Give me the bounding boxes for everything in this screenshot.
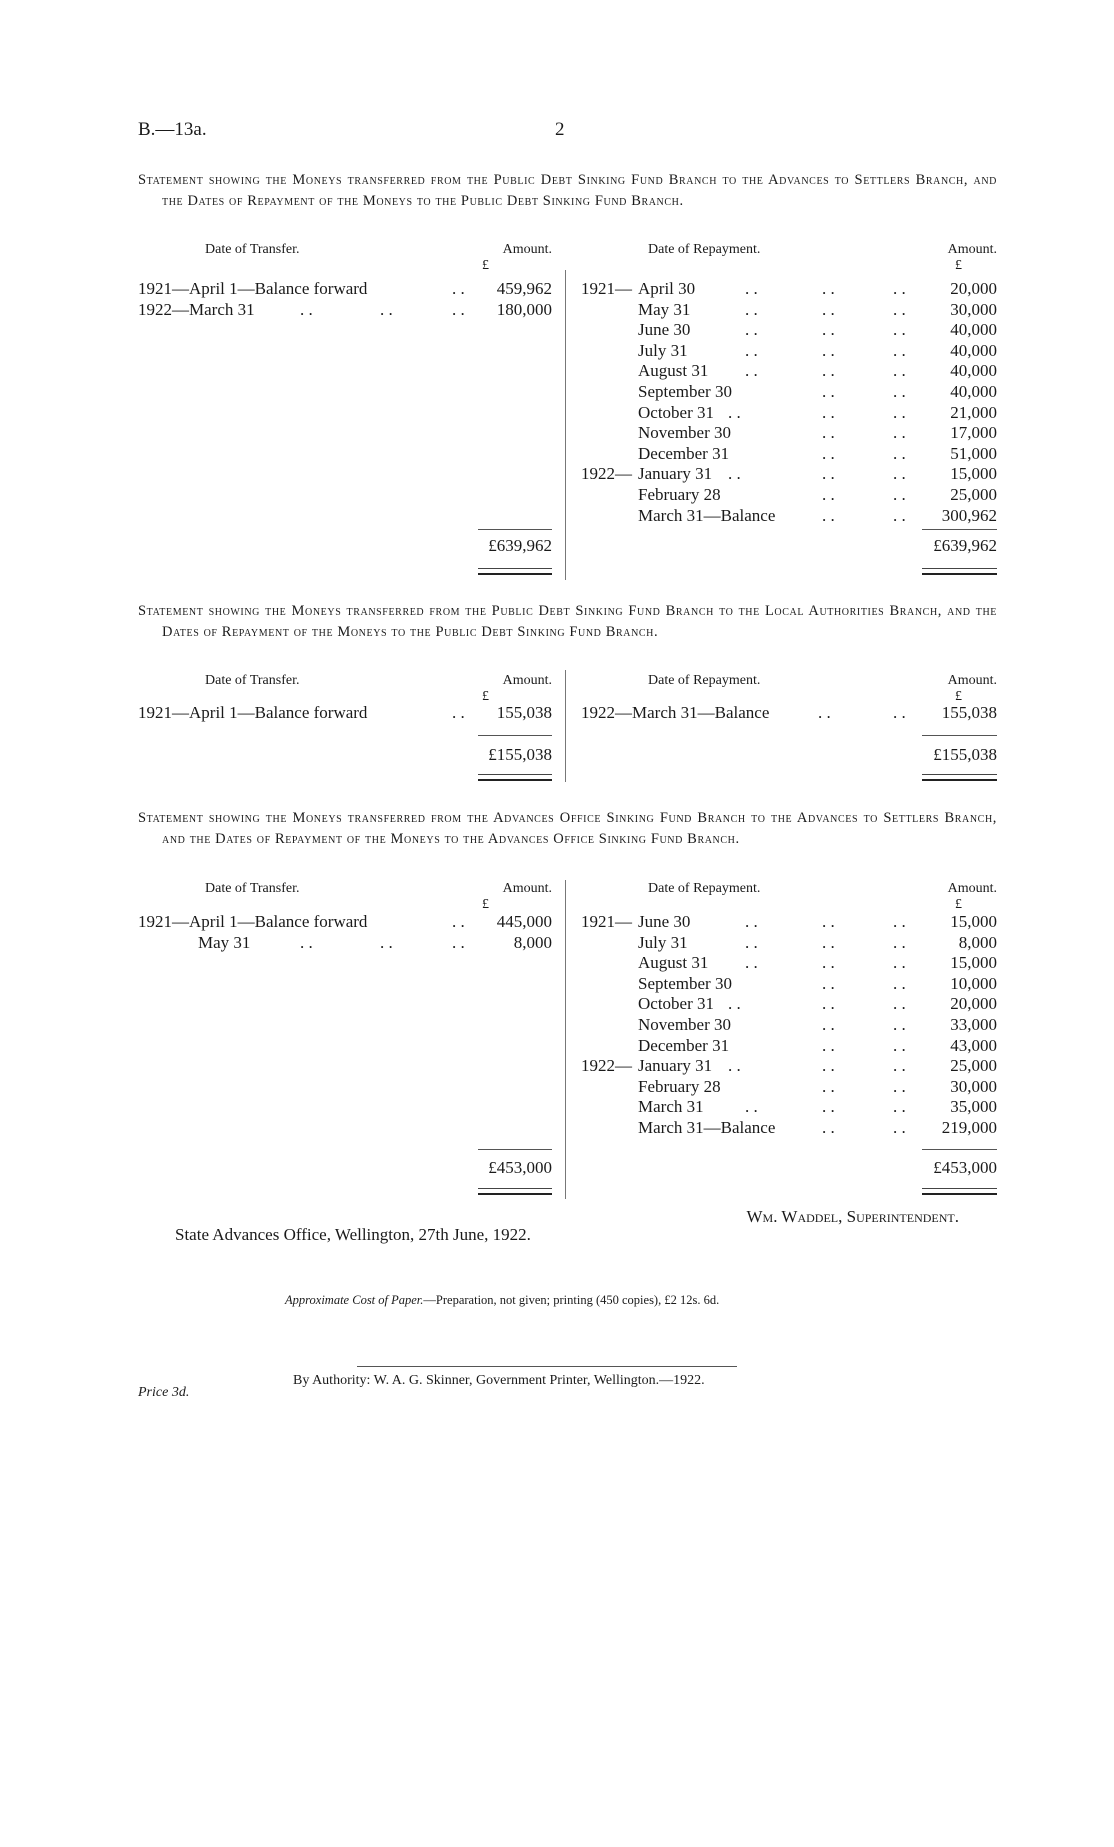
sum-rule bbox=[478, 1149, 552, 1150]
leader-dots: . . bbox=[818, 703, 831, 722]
repayment-date: 1922—March 31—Balance bbox=[581, 703, 770, 722]
repayment-amount: 30,000 bbox=[950, 1076, 997, 1096]
leader-dots: . . bbox=[728, 402, 741, 422]
repayment-amount: 10,000 bbox=[950, 973, 997, 993]
double-rule bbox=[478, 1188, 552, 1195]
leader-dots: . . bbox=[300, 932, 313, 952]
leader-dots: . . bbox=[822, 505, 835, 525]
cost-note bbox=[285, 1293, 719, 1308]
leader-dots: . . bbox=[893, 402, 906, 422]
document-reference: B.—13a. bbox=[138, 119, 207, 140]
repayment-total: £639,962 bbox=[933, 536, 997, 555]
leader-dots: . . bbox=[893, 1015, 906, 1034]
leader-dots: . . bbox=[893, 423, 906, 443]
leader-dots: . . bbox=[893, 953, 906, 973]
sum-rule bbox=[922, 529, 997, 530]
leader-dots: . . bbox=[822, 1097, 835, 1117]
currency-symbol-left: £ bbox=[482, 689, 489, 704]
leader-dots: . . bbox=[822, 1035, 835, 1055]
leader-dots: . . bbox=[822, 1015, 835, 1034]
leader-dots: . . bbox=[822, 299, 835, 319]
leader-dots: . . bbox=[822, 279, 835, 298]
repayment-amount: 43,000 bbox=[950, 1035, 997, 1055]
repayment-amount: 40,000 bbox=[950, 361, 997, 381]
repayment-date: April 30 bbox=[638, 279, 696, 298]
leader-dots: . . bbox=[745, 953, 758, 973]
currency-symbol-right: £ bbox=[955, 897, 962, 912]
transfer-date: 1921—April 1—Balance forward bbox=[138, 279, 368, 298]
repayment-date: February 28 bbox=[638, 485, 721, 504]
cost-label: Approximate Cost of Paper. bbox=[285, 1293, 424, 1307]
leader-dots: . . bbox=[822, 1076, 835, 1096]
leader-dots: . . bbox=[822, 320, 835, 340]
leader-dots: . . bbox=[822, 382, 835, 401]
column-header-amount: Amount. bbox=[947, 673, 997, 688]
leader-dots: . . bbox=[380, 932, 393, 952]
repayment-amount: 155,038 bbox=[941, 703, 997, 722]
repayment-date: November 30 bbox=[638, 423, 732, 443]
leader-dots: . . bbox=[893, 340, 906, 360]
repayment-year: 1921— bbox=[581, 912, 632, 931]
repayment-total: £155,038 bbox=[933, 745, 997, 764]
repayment-amount: 15,000 bbox=[950, 912, 997, 931]
column-header-transfer: Date of Transfer. bbox=[205, 881, 300, 896]
repayment-date: August 31 bbox=[638, 953, 709, 973]
sum-rule bbox=[922, 1149, 997, 1150]
leader-dots: . . bbox=[893, 1118, 906, 1137]
statement-title: Statement showing the Moneys transferred from the Public Debt Sinking Fund Branch to the Local Authorities Branch, and the Dates of Repayment of the Moneys to the Public Debt Sinking Fund Branch. bbox=[138, 603, 997, 640]
leader-dots: . . bbox=[822, 443, 835, 463]
leader-dots: . . bbox=[452, 299, 465, 319]
leader-dots: . . bbox=[745, 279, 758, 298]
transfer-amount: 8,000 bbox=[513, 932, 552, 952]
leader-dots: . . bbox=[893, 382, 906, 401]
signature: Wm. Waddel, Superintendent. bbox=[746, 1207, 959, 1226]
currency-symbol-left: £ bbox=[482, 258, 489, 273]
repayment-amount: 40,000 bbox=[950, 320, 997, 340]
transfer-amount: 180,000 bbox=[496, 299, 552, 319]
currency-symbol-right: £ bbox=[955, 258, 962, 273]
leader-dots: . . bbox=[822, 1056, 835, 1076]
repayment-year: 1922— bbox=[581, 1056, 632, 1076]
repayment-date: March 31 bbox=[638, 1097, 704, 1117]
transfer-total: £453,000 bbox=[488, 1158, 552, 1177]
double-rule bbox=[922, 1188, 997, 1195]
repayment-date: September 30 bbox=[638, 382, 732, 401]
leader-dots: . . bbox=[728, 994, 741, 1014]
leader-dots: . . bbox=[728, 464, 741, 484]
leader-dots: . . bbox=[893, 1097, 906, 1117]
column-divider bbox=[565, 880, 566, 1199]
leader-dots: . . bbox=[822, 994, 835, 1014]
column-divider bbox=[565, 270, 566, 580]
repayment-date: July 31 bbox=[638, 340, 688, 360]
transfer-date: May 31 bbox=[198, 932, 251, 952]
repayment-amount: 25,000 bbox=[950, 485, 997, 504]
repayment-date: July 31 bbox=[638, 932, 688, 952]
repayment-amount: 15,000 bbox=[950, 464, 997, 484]
leader-dots: . . bbox=[822, 340, 835, 360]
column-header-transfer: Date of Transfer. bbox=[205, 673, 300, 688]
leader-dots: . . bbox=[893, 1035, 906, 1055]
repayment-amount: 20,000 bbox=[950, 279, 997, 298]
leader-dots: . . bbox=[300, 299, 313, 319]
leader-dots: . . bbox=[822, 402, 835, 422]
repayment-amount: 30,000 bbox=[950, 299, 997, 319]
repayment-date: September 30 bbox=[638, 973, 732, 993]
column-header-amount: Amount. bbox=[502, 242, 552, 257]
transfer-date: 1921—April 1—Balance forward bbox=[138, 912, 368, 931]
leader-dots: . . bbox=[452, 703, 465, 722]
column-header-amount: Amount. bbox=[502, 881, 552, 896]
repayment-amount: 219,000 bbox=[941, 1118, 997, 1137]
repayment-amount: 20,000 bbox=[950, 994, 997, 1014]
leader-dots: . . bbox=[893, 279, 906, 298]
leader-dots: . . bbox=[822, 953, 835, 973]
leader-dots: . . bbox=[745, 320, 758, 340]
repayment-amount: 25,000 bbox=[950, 1056, 997, 1076]
repayment-amount: 300,962 bbox=[941, 505, 997, 525]
leader-dots: . . bbox=[893, 320, 906, 340]
transfer-amount: 459,962 bbox=[496, 279, 552, 298]
column-header-repayment: Date of Repayment. bbox=[648, 881, 761, 896]
repayment-date: January 31 bbox=[638, 1056, 713, 1076]
repayment-date: June 30 bbox=[638, 912, 691, 931]
transfer-date: 1921—April 1—Balance forward bbox=[138, 703, 368, 722]
leader-dots: . . bbox=[893, 361, 906, 381]
repayment-date: March 31—Balance bbox=[638, 1118, 776, 1137]
column-header-repayment: Date of Repayment. bbox=[648, 242, 761, 257]
leader-dots: . . bbox=[822, 1118, 835, 1137]
leader-dots: . . bbox=[893, 1076, 906, 1096]
repayment-amount: 15,000 bbox=[950, 953, 997, 973]
repayment-date: October 31 bbox=[638, 994, 715, 1014]
repayment-amount: 33,000 bbox=[950, 1015, 997, 1034]
leader-dots: . . bbox=[822, 464, 835, 484]
leader-dots: . . bbox=[822, 361, 835, 381]
transfer-total: £639,962 bbox=[488, 536, 552, 555]
leader-dots: . . bbox=[745, 340, 758, 360]
repayment-date: May 31 bbox=[638, 299, 691, 319]
leader-dots: . . bbox=[822, 912, 835, 931]
price: Price 3d. bbox=[138, 1385, 190, 1400]
statement-title: Statement showing the Moneys transferred from the Public Debt Sinking Fund Branch to the Advances to Settlers Branch, and the Dates of Repayment of the Moneys to the Public Debt Sinking Fund Branch. bbox=[138, 172, 997, 209]
office-date-line: State Advances Office, Wellington, 27th June, 1922. bbox=[175, 1225, 531, 1244]
repayment-year: 1922— bbox=[581, 464, 632, 484]
leader-dots: . . bbox=[745, 361, 758, 381]
sum-rule bbox=[922, 735, 997, 736]
repayment-amount: 17,000 bbox=[950, 423, 997, 443]
leader-dots: . . bbox=[893, 703, 906, 722]
transfer-amount: 445,000 bbox=[496, 912, 552, 931]
currency-symbol-right: £ bbox=[955, 689, 962, 704]
leader-dots: . . bbox=[893, 443, 906, 463]
repayment-date: March 31—Balance bbox=[638, 505, 776, 525]
column-header-amount: Amount. bbox=[947, 881, 997, 896]
repayment-date: December 31 bbox=[638, 1035, 730, 1055]
repayment-total: £453,000 bbox=[933, 1158, 997, 1177]
repayment-date: August 31 bbox=[638, 361, 709, 381]
leader-dots: . . bbox=[745, 912, 758, 931]
leader-dots: . . bbox=[893, 299, 906, 319]
repayment-date: December 31 bbox=[638, 443, 730, 463]
page-number: 2 bbox=[555, 119, 565, 140]
sum-rule bbox=[478, 529, 552, 530]
repayment-amount: 8,000 bbox=[958, 932, 997, 952]
double-rule bbox=[922, 568, 997, 575]
double-rule bbox=[478, 774, 552, 781]
authority-line: By Authority: W. A. G. Skinner, Government Printer, Wellington.—1922. bbox=[293, 1373, 705, 1388]
leader-dots: . . bbox=[893, 485, 906, 504]
leader-dots: . . bbox=[893, 994, 906, 1014]
repayment-year: 1921— bbox=[581, 279, 632, 298]
leader-dots: . . bbox=[380, 299, 393, 319]
leader-dots: . . bbox=[893, 932, 906, 952]
leader-dots: . . bbox=[893, 464, 906, 484]
leader-dots: . . bbox=[728, 1056, 741, 1076]
leader-dots: . . bbox=[893, 1056, 906, 1076]
double-rule bbox=[922, 774, 997, 781]
column-header-amount: Amount. bbox=[502, 673, 552, 688]
repayment-amount: 51,000 bbox=[950, 443, 997, 463]
column-header-transfer: Date of Transfer. bbox=[205, 242, 300, 257]
repayment-date: June 30 bbox=[638, 320, 691, 340]
sum-rule bbox=[478, 735, 552, 736]
leader-dots: . . bbox=[893, 973, 906, 993]
repayment-date: January 31 bbox=[638, 464, 713, 484]
leader-dots: . . bbox=[452, 279, 465, 298]
repayment-date: November 30 bbox=[638, 1015, 732, 1034]
leader-dots: . . bbox=[822, 932, 835, 952]
leader-dots: . . bbox=[452, 932, 465, 952]
cost-text: —Preparation, not given; printing (450 copies), £2 12s. 6d. bbox=[423, 1293, 720, 1307]
repayment-date: October 31 bbox=[638, 402, 715, 422]
leader-dots: . . bbox=[745, 299, 758, 319]
leader-dots: . . bbox=[822, 485, 835, 504]
leader-dots: . . bbox=[893, 505, 906, 525]
repayment-date: February 28 bbox=[638, 1076, 721, 1096]
repayment-amount: 21,000 bbox=[950, 402, 997, 422]
leader-dots: . . bbox=[745, 1097, 758, 1117]
leader-dots: . . bbox=[822, 973, 835, 993]
leader-dots: . . bbox=[745, 932, 758, 952]
column-header-repayment: Date of Repayment. bbox=[648, 673, 761, 688]
statement-title: Statement showing the Moneys transferred from the Advances Office Sinking Fund Branch to the Advances to Settlers Branch, and the Dates of Repayment of the Moneys to the Advances Office Sinking Fund Branch. bbox=[138, 810, 997, 847]
leader-dots: . . bbox=[452, 912, 465, 931]
repayment-amount: 40,000 bbox=[950, 340, 997, 360]
divider-rule bbox=[357, 1366, 737, 1367]
transfer-amount: 155,038 bbox=[496, 703, 552, 722]
repayment-amount: 40,000 bbox=[950, 382, 997, 401]
column-divider bbox=[565, 670, 566, 782]
leader-dots: . . bbox=[822, 423, 835, 443]
leader-dots: . . bbox=[893, 912, 906, 931]
transfer-date: 1922—March 31 bbox=[138, 299, 255, 319]
transfer-total: £155,038 bbox=[488, 745, 552, 764]
repayment-amount: 35,000 bbox=[950, 1097, 997, 1117]
currency-symbol-left: £ bbox=[482, 897, 489, 912]
double-rule bbox=[478, 568, 552, 575]
column-header-amount: Amount. bbox=[947, 242, 997, 257]
